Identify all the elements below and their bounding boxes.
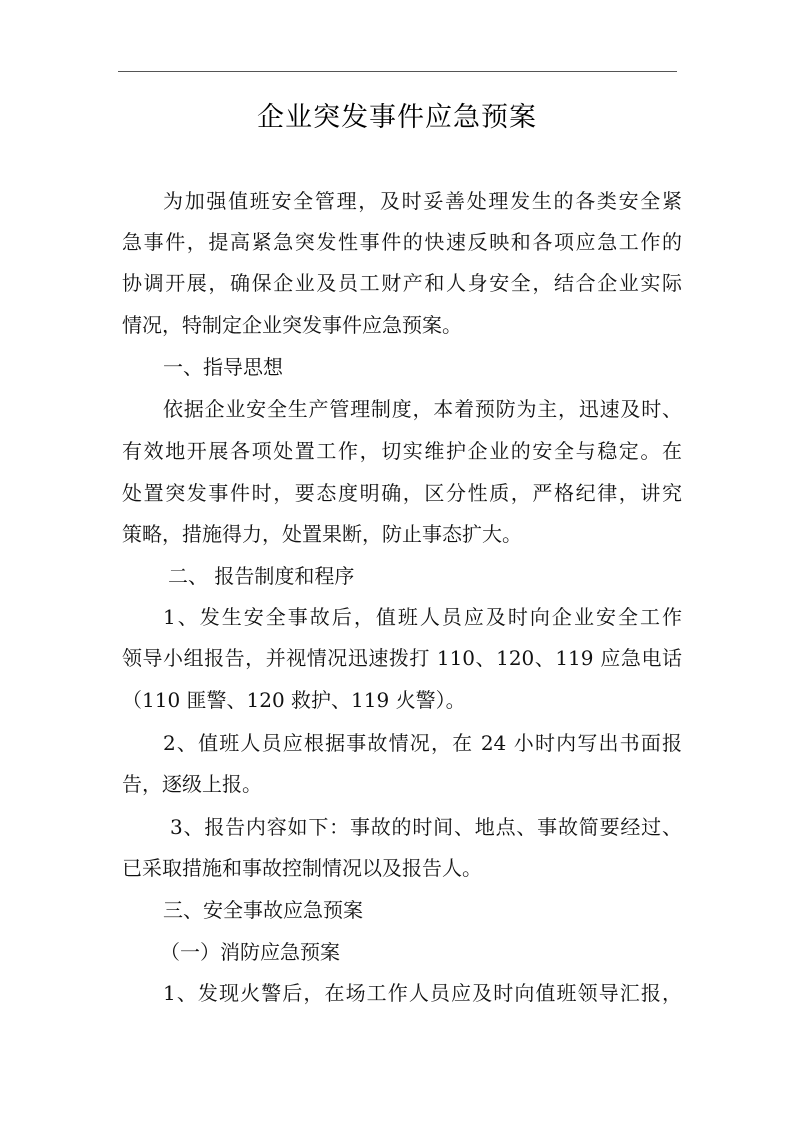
paragraph-line: 领导小组报告，并视情况迅速拨打 110、120、119 应急电话 bbox=[122, 646, 682, 670]
header-rule bbox=[118, 71, 677, 72]
document-title: 企业突发事件应急预案 bbox=[257, 102, 537, 133]
paragraph-line: 1、发生安全事故后，值班人员应及时向企业安全工作 bbox=[163, 605, 682, 629]
paragraph-line: 情况，特制定企业突发事件应急预案。 bbox=[122, 313, 462, 337]
paragraph-line: 告，逐级上报。 bbox=[122, 772, 262, 796]
subsection-heading: （一）消防应急预案 bbox=[160, 940, 340, 964]
paragraph-line: 急事件，提高紧急突发性事件的快速反映和各项应急工作的 bbox=[122, 230, 682, 254]
paragraph-line: 处置突发事件时，要态度明确，区分性质，严格纪律，讲究 bbox=[122, 481, 682, 505]
paragraph-line: 策略，措施得力，处置果断，防止事态扩大。 bbox=[122, 522, 522, 546]
paragraph-line: 依据企业安全生产管理制度，本着预防为主，迅速及时、 bbox=[163, 397, 682, 421]
paragraph-line: 有效地开展各项处置工作，切实维护企业的安全与稳定。在 bbox=[122, 439, 682, 463]
paragraph-line: 已采取措施和事故控制情况以及报告人。 bbox=[122, 856, 482, 880]
section-heading: 三、安全事故应急预案 bbox=[163, 898, 363, 922]
paragraph-line: 3、报告内容如下：事故的时间、地点、事故简要经过、 bbox=[170, 815, 682, 839]
section-heading: 二、 报告制度和程序 bbox=[168, 564, 355, 588]
section-heading: 一、指导思想 bbox=[163, 355, 283, 379]
paragraph-line: 为加强值班安全管理，及时妥善处理发生的各类安全紧 bbox=[163, 189, 682, 213]
paragraph-line: 1、发现火警后，在场工作人员应及时向值班领导汇报， bbox=[163, 981, 682, 1005]
paragraph-line: 协调开展，确保企业及员工财产和人身安全，结合企业实际 bbox=[122, 271, 682, 295]
paragraph-line: 2、值班人员应根据事故情况，在 24 小时内写出书面报 bbox=[163, 731, 682, 755]
paragraph-line: （110 匪警、120 救护、119 火警）。 bbox=[122, 688, 466, 712]
